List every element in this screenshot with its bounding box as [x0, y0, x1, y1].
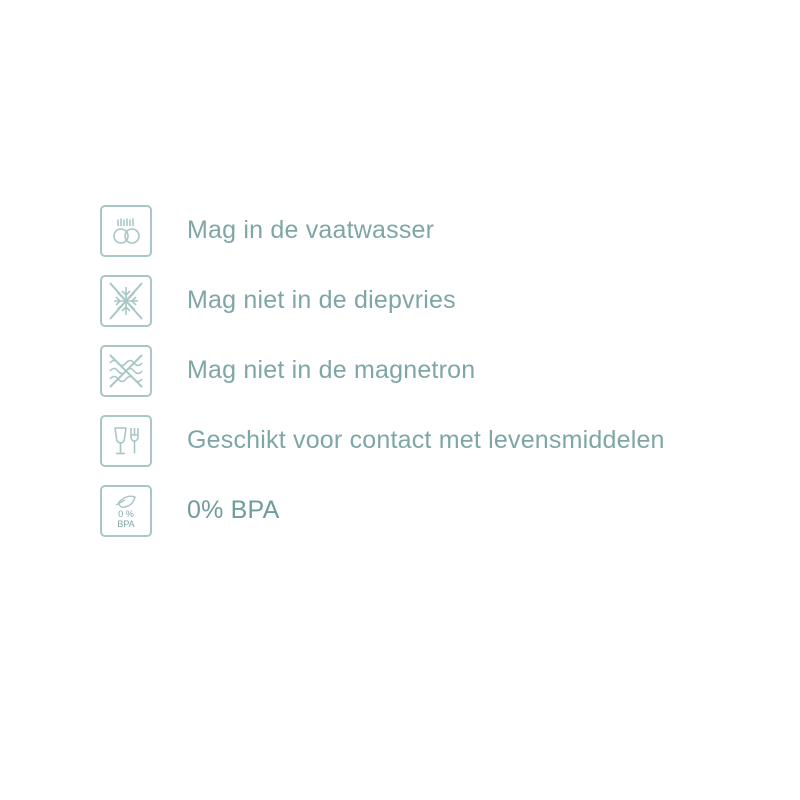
list-item-label: Mag niet in de diepvries [187, 286, 456, 315]
list-item-label: Mag niet in de magnetron [187, 356, 476, 385]
food-safe-glass-fork-icon [100, 415, 152, 467]
pictogram-list [100, 200, 740, 550]
bpa-icon-text-line1: 0 % [118, 509, 134, 519]
dishwasher-safe-icon [100, 205, 152, 257]
list-item-label: Mag in de vaatwasser [187, 216, 435, 245]
list-item [100, 480, 740, 542]
list-item-label: Geschikt voor contact met levensmiddelen [187, 426, 665, 455]
list-item [100, 270, 740, 332]
bpa-free-icon [100, 485, 152, 537]
list-item [100, 200, 740, 262]
list-item-label: 0% BPA [187, 496, 280, 525]
bpa-icon-text-line2: BPA [117, 519, 135, 529]
no-freezer-icon [100, 275, 152, 327]
list-item [100, 410, 740, 472]
no-microwave-icon [100, 345, 152, 397]
list-item [100, 340, 740, 402]
